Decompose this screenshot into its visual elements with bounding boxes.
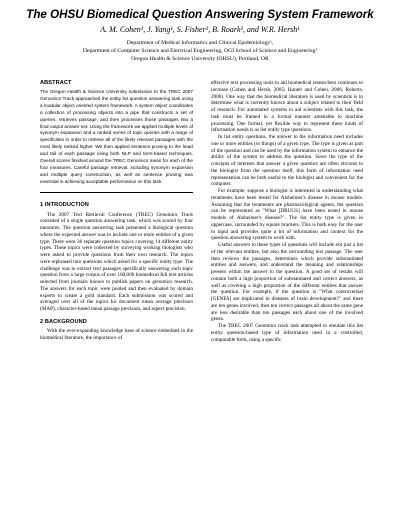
abstract-divider: [40, 192, 193, 193]
author-list: A. M. Cohen¹, J. Yang¹, S. Fisher², B. Roark², and W.R. Hersh¹: [100, 25, 300, 34]
body-paragraph: In list entity questions, the answer to the information need includes one or more entities (or things) of a given type. The type is given as part of the question and can be used by the information system to enhance the ability of the system to address the question. Since the type of the concepts of interests that answer a given question are often obvious to the biologist from the question itself, this form of information need representation can be both useful to the biologist and convenient for the computer.: [211, 134, 363, 188]
paper-title: The OHSU Biomedical Question Answering System Framework: [26, 8, 374, 21]
body-paragraph: effective text processing tools to aid biomedical researchers continues to increase (Cohen and Hersh, 2005; Hunter and Cohen, 2006; Roberts, 2006). One way that the biomedical literature is used by scientists is to determine what is currently known about a subject related to their field of research. For automated systems to aid scientists with this task, the task must be framed in a formal manner amenable to machine processing. One formal, yet flexible way to represent these kinds of information needs is as list entity type questions.: [211, 80, 363, 134]
introduction-paragraph: The 2007 Text Retrieval Conference (TREC) Genomics Track consisted of a single question answering task, which was scored by four measures. The question answering task presented a biological question where the expected answer was to include one or more entities of a given type. There were 36 separate question topics covering 14 different entity types. These topics were collected by surveying working biologists who were asked to provide questions from their own research. The topics were rephrased into questions which asked for a specific entity type. The challenge was to extract text passages specifically answering each topic question from a large corpus of over 160,000 biomedical full text articles selected from journals known to publish papers on genomics research. The answers for each topic were pooled and then evaluated by domain experts to create a gold standard. Each submission was scored and averaged over all of the topics for document mean average precision (MAP), character-based mean passage precision, and aspect precision.: [40, 211, 193, 313]
right-column: [211, 80, 363, 343]
section-heading-background: 2 BACKGROUND: [40, 318, 87, 325]
section-heading-introduction: 1 INTRODUCTION: [40, 201, 89, 208]
abstract-heading: ABSTRACT: [40, 80, 72, 86]
body-paragraph: Useful answers to these types of questions will include not just a list of the relevant entities, but also the surrounding text passage. The user then reviews the passages, determines which provide substantiated entities and answers, and understand the meaning and relationships present within the answer to the question. A good set of results will contain both a high proportion of substantiated and correct answers, as well as covering a high proportion of the different entities that answer the question. For example, if the question is "What controversial [GENES] are implicated in diseases of brain development?" and there are ten genes involved, then ten correct passages all about the same gene are less desirable than ten passages each about one of the involved genes.: [211, 242, 363, 323]
abstract-text: The Oregon Health & Science University submission to the TREC 2007 Genomics Track approached the entity list question answering task using a modular object oriented system framework. A system object coordinates a collection of processing objects into a pipe that constructs a set of queries, retrieves passage, and then processes those passages into a final output answer set. Using the framework we applied multiple levels of synonym expansion and a ranked series of topic queries with a range of specificities in order to retrieve all of the likely relevant passages with the most likely ranked higher. We then applied sentence pruning to the head and tail of each passage using both NLP and term-based techniques. Overall scores finished around the TREC Genomics mean for each of the four measures. Careful passage retrieval, including synonym expansion and multiple query construction, as well as sentence pruning was essential in achieving acceptable performance on this task.: [40, 89, 193, 184]
body-paragraph: For example, suppose a biologist is interested in understanding what treatments have been tested for Alzheimer's disease in mouse models. Assuming that the treatments are pharmacological agents, the question can be represented as "What [DRUGS] have been tested in mouse models of Alzheimer's disease?". The list entity type is given in uppercase, surrounded by square brackets. This is both easy for the user to input and provides quite a bit of information and context for the question answering system to work with.: [211, 188, 363, 242]
background-paragraph: With the ever-expanding knowledge base of science embedded in the biomedical literature, the importance of: [40, 327, 193, 341]
affiliation-line: Oregon Health & Science University (OHSU), Portland, OR: [131, 56, 269, 62]
affiliations: [0, 39, 400, 63]
body-paragraph: The TREC 2007 Genomics track task attempted to emulate this list entity question-based type of information need in a controlled, comparable form, using a specific: [211, 323, 363, 343]
affiliation-line: Department of Computer Science and Electrical Engineering, OGI School of Science and Engineering²: [82, 48, 318, 54]
affiliation-line: Department of Medical Informatics and Clinical Epidemiology¹,: [126, 40, 274, 46]
left-column: [40, 80, 193, 341]
